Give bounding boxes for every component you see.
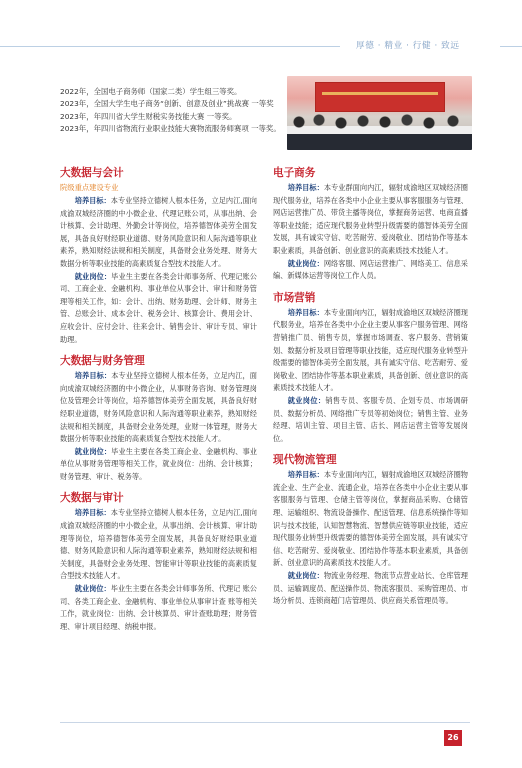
photo-banner xyxy=(315,82,445,112)
paragraph-label: 就业岗位： xyxy=(287,395,326,405)
award-item: 2023年，年四川省物流行业职业技能大赛物流服务师赛项 一等奖。 xyxy=(60,124,281,134)
section-title: 大数据与会计 xyxy=(60,167,124,179)
paragraph-label: 培养目标： xyxy=(74,508,111,518)
header-bar xyxy=(0,36,522,58)
award-item: 2023年，年四川省大学生财税实务技能大赛 一等奖。 xyxy=(60,111,237,121)
photo-people-group xyxy=(287,110,472,150)
header-rule xyxy=(0,46,340,47)
paragraph-text: 本专业群面向内江，辐射成渝地区双城经济圈现代服务业，培养在各类中小企业主要从事客服服务与管理、网店运营推广员、带货主播等岗位，掌握商务运营、电商直播等职业技能；适应现代服务业转型升级需要的德智体美劳全面发展，具有诚实守信、吃苦耐劳、爱岗敬业、团结协作等基本职业素质，具备创新、创业意识的高素质技术技能人才。 xyxy=(273,183,468,255)
section-paragraph xyxy=(273,258,468,283)
page-number: 26 xyxy=(444,730,462,746)
paragraph-label: 就业岗位： xyxy=(74,271,112,281)
section-title: 电子商务 xyxy=(273,167,316,179)
section-paragraph xyxy=(273,182,468,258)
section-paragraph xyxy=(60,583,257,633)
award-ceremony-photo xyxy=(287,76,472,150)
paragraph-text: 本专业面向内江，辐射成渝地区双城经济圈物流企业、生产企业、流通企业，培养在各类中小企业主要从事客服服务与管理、仓储主管等岗位，掌握商品采购、仓储管理、运输组织、物流设备操作、配送管理、信息系统操作等知识与技术技能，认知智慧物流、智慧供应链等职业技能，适应现代服务业转型升级需要的德智体美劳全面发展，具有诚实守信、吃苦耐劳、爱岗敬业、团结协作等基本职业素质，具备创新、创业意识的高素质技术技能人才。 xyxy=(273,470,468,568)
paragraph-label: 培养目标： xyxy=(74,371,112,381)
paragraph-text: 毕业生主要在各类会计师事务所、代理记账公司、工商企业、金融机构、事业单位从事会计、审计和财务管理等相关工作，如：会计、出纳、财务助理、会计师、财务主管、总账会计、成本会计、税务会计、核算会计、费用会计、应收会计、应付会计、往来会计、销售会计、审计专员、审计助理。 xyxy=(60,271,257,344)
paragraph-text: 本专业面向内江，辐射成渝地区双城经济圈现代服务业，培养在各类中小企业主要从事客户服务管理、网络营销推广员、销售专员，掌握市场调查、客户服务、营销策划、数据分析及项目管理等职业技能，适应现代服务业转型升级需要的德智体美劳全面发展，具有诚实守信、吃苦耐劳、爱岗敬业、团结协作等基本职业素质，具备创新、创业意识的高素质技术技能人才。 xyxy=(273,307,468,393)
paragraph-label: 就业岗位： xyxy=(74,446,112,456)
award-item: 2022年，全国电子商务师（国家二类）学生组三等奖。 xyxy=(60,87,242,96)
paragraph-text: 网络客服、网店运营推广、网络美工、信息采编、新媒体运营等岗位工作人员。 xyxy=(273,258,468,281)
section-title: 大数据与审计 xyxy=(60,492,124,505)
section-paragraph xyxy=(273,395,468,445)
paragraph-text: 销售专员、客服专员、企划专员、市场调研员、数据分析员、网络推广专员等初始岗位；销售主管、业务经理、培训主管、项目主管、店长、网店运营主管等发展岗位。 xyxy=(273,395,468,443)
section-paragraph xyxy=(60,446,257,484)
section-title: 大数据与财务管理 xyxy=(60,355,145,368)
section-subtitle: 院级重点建设专业 xyxy=(60,183,119,192)
paragraph-text: 本专业坚持立德树人根本任务，立足内江,面向成渝双城经济圈的中小微企业、代理记账公司，从事出纳、会计核算、会计助理、外勤会计等岗位，培养德智体美劳全面发展，具备良好财经职业道德、财务风险意识和人际沟通等职业素养，熟知财经法规和相关制度，具备财会业务处理、财务大数据分析等职业技能的高素质复合型技术技能人才。 xyxy=(60,196,257,268)
paragraph-text: 本专业坚持立德树人根本任务，立足内江,面向成渝双城经济圈的中小微企业，从事出纳、会计核算、审计助理等岗位，培养德智体美劳全面发展，具备良好财经职业道德、财务风险意识和人际沟通等职业素养，熟知财经法规和相关制度，具备财会业务处理、智能审计等职业技能的高素质复合型技术技能人才。 xyxy=(60,508,257,581)
section-paragraph xyxy=(273,469,468,570)
section-title: 市场营销 xyxy=(273,291,316,304)
paragraph-label: 就业岗位： xyxy=(287,258,324,268)
paragraph-text: 毕业生主要在各类会计师事务所、代理记 账公司、各类工商企业、金融机构、事业单位从事审计查 账等相关工作，就业岗位：出纳、会计核算员、审计查账助理；财务管理、审计项目经理、纳税申报。 xyxy=(60,584,257,631)
paragraph-text: 毕业生主要在各类工商企业、金融机构、事业单位从事财务管理等相关工作，就业岗位：出纳、会计核算；财务管理、审计、税务等。 xyxy=(60,446,257,481)
section-paragraph xyxy=(273,570,468,608)
right-column xyxy=(273,166,468,608)
section-paragraph xyxy=(60,271,257,347)
paragraph-label: 就业岗位： xyxy=(74,584,111,594)
paragraph-text: 本专业坚持立德树人根本任务，立足内江，面向成渝双城经济圈的中小微企业，从事财务咨询、财务管理岗位及管理会计等岗位，培养德智体美劳全面发展，具备良好财经职业道德，财务风险意识和人际沟通等职业素养，熟知财经法规和相关制度，具备财会业务处理，业财一体管理，财务大数据分析等职业技能的高素质复合型技术技能人才。 xyxy=(60,371,257,444)
section-paragraph xyxy=(273,307,468,395)
photo-banner-lettering xyxy=(322,92,438,95)
awards-list xyxy=(60,86,310,136)
header-rule-right xyxy=(500,46,522,47)
footer-rule xyxy=(60,722,470,723)
paragraph-label: 培养目标： xyxy=(74,196,111,205)
section-paragraph xyxy=(60,370,257,446)
section-title: 现代物流管理 xyxy=(273,454,337,467)
paragraph-label: 就业岗位： xyxy=(287,571,324,581)
paragraph-label: 培养目标： xyxy=(287,470,324,480)
section-paragraph xyxy=(60,507,257,583)
paragraph-text: 物流业务经理、物流节点营业站长、仓库管理员、运输调度员、配送操作员、物流客服员、采购管理员、市场分析员、连锁商超门店管理员、供应商关系管理员等。 xyxy=(273,571,468,606)
paragraph-label: 培养目标： xyxy=(287,183,324,192)
left-column xyxy=(60,166,257,633)
paragraph-label: 培养目标： xyxy=(287,307,324,317)
header-slogan: 厚德 · 精业 · 行健 · 致远 xyxy=(356,41,460,51)
award-item: 2023年，全国大学生电子商务“创新、创意及创业”挑战赛 一等奖 xyxy=(60,99,274,109)
section-paragraph xyxy=(60,195,257,271)
